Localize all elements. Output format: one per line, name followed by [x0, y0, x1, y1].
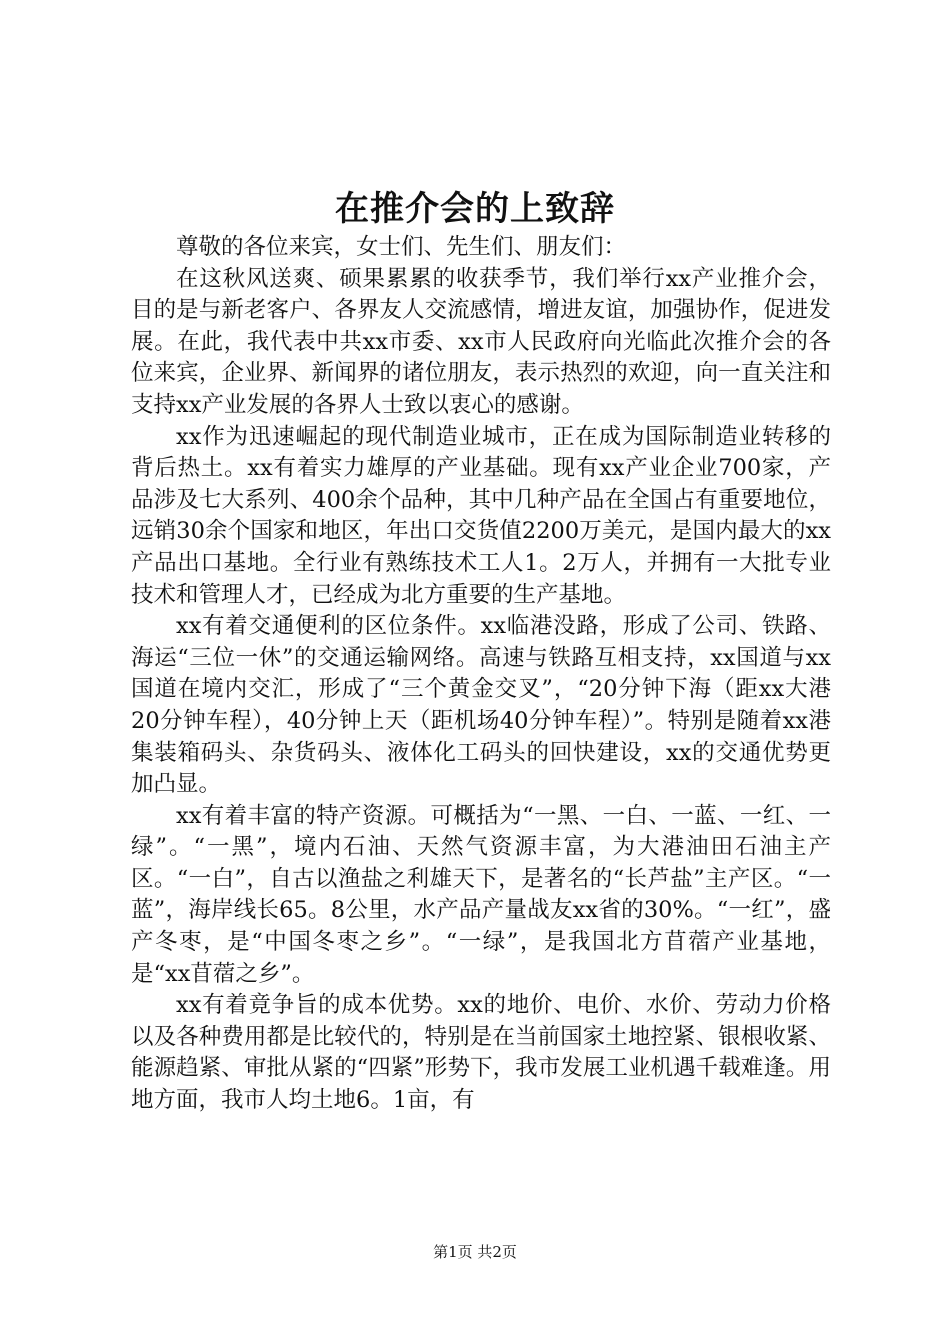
body-paragraph: xx有着竟争旨的成本优势。xx的地价、电价、水价、劳动力价格以及各种费用都是比较代的，特别是在当前国家土地控紧、银根收紧、能源趋紧、审批从紧的“四紧”形势下，我市发展工业机遇千载难逢。用地方面，我市人均土地6。1亩，有: [131, 992, 831, 1114]
document-title: 在推介会的上致辞: [335, 189, 615, 229]
document-body: [131, 232, 831, 1117]
body-paragraph: xx有着交通便利的区位条件。xx临港没路，形成了公司、铁路、海运“三位一休”的交通运输网络。高速与铁路互相支持，xx国道与xx国道在境内交汇，形成了“三个黄金交叉”，“20分钟下海（距xx大港20分钟车程），40分钟上天（距机场40分钟车程）”。特别是随着xx港集装箱码头、杂货码头、液体化工码头的回快建设，xx的交通优势更加凸显。: [131, 613, 831, 798]
salutation-paragraph: 尊敬的各位来宾，女士们、先生们、朋友们：: [176, 234, 627, 260]
body-paragraph: xx有着丰富的特产资源。可概括为“一黑、一白、一蓝、一红、一绿”。“一黑”，境内石油、天然气资源丰富，为大港油田石油主产区。“一白”，自古以渔盐之利雄天下，是著名的“长芦盐”主产区。“一蓝”，海岸线长65。8公里，水产品产量战友xx省的30%。“一红”，盛产冬枣，是“中国冬枣之乡”。“一绿”，是我国北方苜蓿产业基地，是“xx苜蓿之乡”。: [131, 802, 831, 987]
body-paragraph: xx作为迅速崛起的现代制造业城市，正在成为国际制造业转移的背后热土。xx有着实力雄厚的产业基础。现有xx产业企业700家，产品涉及七大系列、400余个品种，其中几种产品在全国占有重要地位，远销30余个国家和地区，年出口交货值2200万美元，是国内最大的xx产品出口基地。全行业有熟练技术工人1。2万人，并拥有一大批专业技术和管理人才，已经成为北方重要的生产基地。: [131, 423, 831, 608]
body-paragraph: 在这秋风送爽、硕果累累的收获季节，我们举行xx产业推介会，目的是与新老客户、各界友人交流感情，增进友谊，加强协作，促进发展。在此，我代表中共xx市委、xx市人民政府向光临此次推介会的各位来宾，企业界、新闻界的诸位朋友，表示热烈的欢迎，向一直关注和支持xx产业发展的各界人士致以衷心的感谢。: [131, 265, 831, 418]
page-number-footer: 第1页 共2页: [433, 1243, 517, 1261]
